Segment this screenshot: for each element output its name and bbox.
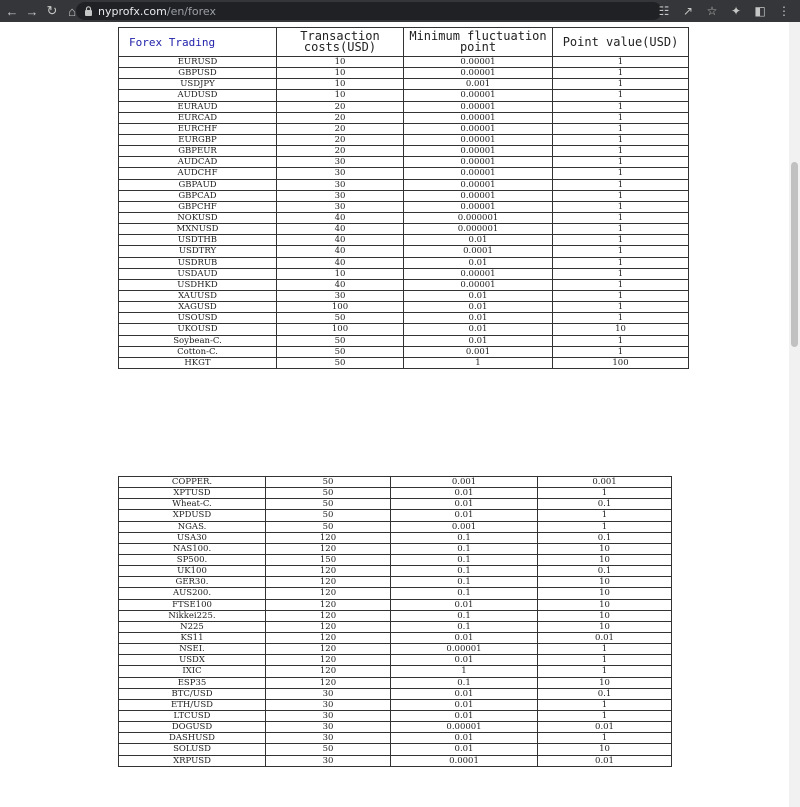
point-value-cell: 1 (553, 201, 689, 212)
min-fluctuation-cell: 0.00001 (404, 179, 553, 190)
symbol-cell: USOUSD (119, 313, 277, 324)
table-row (119, 201, 689, 212)
transaction-cost-cell: 100 (277, 302, 404, 313)
transaction-cost-cell: 40 (277, 257, 404, 268)
point-value-cell: 10 (538, 577, 672, 588)
min-fluctuation-cell: 0.01 (391, 733, 538, 744)
table-row (119, 335, 689, 346)
table-row (119, 112, 689, 123)
symbol-cell: GBPAUD (119, 179, 277, 190)
transaction-cost-cell: 50 (266, 477, 391, 488)
transaction-cost-cell: 30 (277, 201, 404, 212)
min-fluctuation-cell: 0.00001 (404, 279, 553, 290)
transaction-cost-cell: 50 (266, 510, 391, 521)
point-value-cell: 1 (538, 644, 672, 655)
symbol-cell: EURGBP (119, 134, 277, 145)
symbol-cell: GER30. (119, 577, 266, 588)
lock-icon[interactable] (82, 5, 94, 17)
transaction-cost-cell: 20 (277, 112, 404, 123)
table-row (119, 621, 672, 632)
scrollbar-thumb[interactable] (791, 162, 798, 347)
min-fluctuation-cell: 0.00001 (404, 123, 553, 134)
symbol-cell: DOGUSD (119, 722, 266, 733)
transaction-cost-cell: 30 (266, 699, 391, 710)
min-fluctuation-cell: 0.000001 (404, 212, 553, 223)
browser-toolbar (0, 0, 800, 22)
url-text: nyprofx.com/en/forex (98, 4, 216, 18)
symbol-cell: SP500. (119, 554, 266, 565)
transaction-cost-cell: 120 (266, 532, 391, 543)
point-value-cell: 1 (553, 257, 689, 268)
table-row (119, 521, 672, 532)
transaction-cost-cell: 50 (277, 313, 404, 324)
transaction-cost-cell: 120 (266, 632, 391, 643)
min-fluctuation-cell: 0.01 (404, 324, 553, 335)
symbol-cell: GBPCHF (119, 201, 277, 212)
table-row (119, 722, 672, 733)
transaction-cost-cell: 30 (266, 710, 391, 721)
symbol-cell: COPPER. (119, 477, 266, 488)
menu-icon[interactable]: ⋮ (778, 4, 790, 18)
transaction-cost-cell: 50 (266, 488, 391, 499)
symbol-cell: XRPUSD (119, 755, 266, 766)
min-fluctuation-cell: 0.01 (391, 710, 538, 721)
symbol-cell: XPDUSD (119, 510, 266, 521)
reload-icon[interactable]: ↻ (46, 3, 58, 18)
transaction-cost-cell: 30 (266, 755, 391, 766)
table-row (119, 710, 672, 721)
point-value-cell: 1 (553, 101, 689, 112)
address-bar[interactable] (76, 2, 662, 20)
symbol-cell: NOKUSD (119, 212, 277, 223)
symbol-cell: BTC/USD (119, 688, 266, 699)
min-fluctuation-cell: 0.01 (391, 699, 538, 710)
symbol-cell: UKOUSD (119, 324, 277, 335)
table-row (119, 57, 689, 68)
point-value-cell: 10 (538, 588, 672, 599)
symbol-cell: UK100 (119, 566, 266, 577)
transaction-cost-cell: 120 (266, 577, 391, 588)
table-row (119, 588, 672, 599)
min-fluctuation-cell: 0.001 (391, 521, 538, 532)
transaction-cost-cell: 120 (266, 655, 391, 666)
point-value-cell: 1 (553, 68, 689, 79)
symbol-cell: FTSE100 (119, 599, 266, 610)
transaction-cost-cell: 20 (277, 123, 404, 134)
point-value-cell: 1 (553, 123, 689, 134)
point-value-cell: 10 (538, 543, 672, 554)
min-fluctuation-cell: 0.01 (391, 655, 538, 666)
min-fluctuation-cell: 0.01 (391, 599, 538, 610)
min-fluctuation-cell: 0.001 (404, 346, 553, 357)
transaction-cost-cell: 30 (277, 179, 404, 190)
point-value-cell: 1 (553, 313, 689, 324)
symbol-cell: AUS200. (119, 588, 266, 599)
table-row (119, 101, 689, 112)
min-fluctuation-cell: 0.00001 (404, 101, 553, 112)
symbol-cell: HKGT (119, 357, 277, 368)
home-icon[interactable]: ⌂ (68, 3, 76, 19)
table-row (119, 90, 689, 101)
min-fluctuation-cell: 0.0001 (391, 755, 538, 766)
min-fluctuation-cell: 0.01 (404, 235, 553, 246)
point-value-cell: 1 (553, 57, 689, 68)
transaction-cost-cell: 20 (277, 134, 404, 145)
min-fluctuation-cell: 0.01 (391, 510, 538, 521)
point-value-cell: 1 (553, 235, 689, 246)
transaction-cost-cell: 30 (266, 733, 391, 744)
point-value-cell: 1 (553, 157, 689, 168)
symbol-cell: NAS100. (119, 543, 266, 554)
min-fluctuation-cell: 0.000001 (404, 224, 553, 235)
table-row (119, 268, 689, 279)
table-row (119, 157, 689, 168)
transaction-cost-cell: 40 (277, 246, 404, 257)
min-fluctuation-cell: 0.00001 (404, 168, 553, 179)
symbol-cell: AUDUSD (119, 90, 277, 101)
transaction-cost-cell: 120 (266, 666, 391, 677)
symbol-cell: AUDCHF (119, 168, 277, 179)
symbol-cell: GBPUSD (119, 68, 277, 79)
point-value-cell: 0.01 (538, 722, 672, 733)
min-fluctuation-cell: 0.1 (391, 566, 538, 577)
transaction-cost-cell: 50 (266, 499, 391, 510)
header-min-fluctuation: Minimum fluctuation point (404, 28, 553, 57)
table-row (119, 733, 672, 744)
symbol-cell: NGAS. (119, 521, 266, 532)
point-value-cell: 0.1 (538, 532, 672, 543)
table-row (119, 655, 672, 666)
back-icon[interactable]: ← (5, 3, 19, 19)
transaction-cost-cell: 30 (277, 168, 404, 179)
min-fluctuation-cell: 0.1 (391, 554, 538, 565)
min-fluctuation-cell: 0.00001 (404, 90, 553, 101)
table-row (119, 235, 689, 246)
header-transaction-costs: Transaction costs(USD) (277, 28, 404, 57)
point-value-cell: 1 (553, 212, 689, 223)
point-value-cell: 1 (538, 521, 672, 532)
transaction-cost-cell: 120 (266, 610, 391, 621)
table-row (119, 688, 672, 699)
point-value-cell: 10 (538, 599, 672, 610)
symbol-cell: GBPEUR (119, 146, 277, 157)
forward-icon[interactable]: → (25, 3, 39, 19)
table-row (119, 666, 672, 677)
point-value-cell: 0.001 (538, 477, 672, 488)
transaction-cost-cell: 10 (277, 268, 404, 279)
transaction-cost-cell: 50 (277, 357, 404, 368)
transaction-cost-cell: 10 (277, 90, 404, 101)
symbol-cell: USDAUD (119, 268, 277, 279)
symbol-cell: Cotton-C. (119, 346, 277, 357)
point-value-cell: 0.01 (538, 755, 672, 766)
symbol-cell: Nikkei225. (119, 610, 266, 621)
min-fluctuation-cell: 0.01 (391, 632, 538, 643)
transaction-cost-cell: 150 (266, 554, 391, 565)
point-value-cell: 1 (538, 655, 672, 666)
transaction-cost-cell: 40 (277, 212, 404, 223)
min-fluctuation-cell: 1 (391, 666, 538, 677)
point-value-cell: 1 (553, 268, 689, 279)
table-row (119, 577, 672, 588)
symbol-cell: XAGUSD (119, 302, 277, 313)
forex-table-2 (118, 476, 672, 767)
symbol-cell: USDRUB (119, 257, 277, 268)
symbol-cell: USA30 (119, 532, 266, 543)
min-fluctuation-cell: 0.001 (404, 79, 553, 90)
symbol-cell: AUDCAD (119, 157, 277, 168)
transaction-cost-cell: 120 (266, 644, 391, 655)
symbol-cell: EURCAD (119, 112, 277, 123)
symbol-cell: USDX (119, 655, 266, 666)
symbol-cell: MXNUSD (119, 224, 277, 235)
point-value-cell: 10 (538, 677, 672, 688)
point-value-cell: 1 (538, 710, 672, 721)
transaction-cost-cell: 120 (266, 588, 391, 599)
transaction-cost-cell: 40 (277, 224, 404, 235)
point-value-cell: 0.1 (538, 688, 672, 699)
min-fluctuation-cell: 0.00001 (404, 146, 553, 157)
table-row (119, 123, 689, 134)
transaction-cost-cell: 10 (277, 57, 404, 68)
transaction-cost-cell: 40 (277, 235, 404, 246)
min-fluctuation-cell: 0.1 (391, 588, 538, 599)
table-row (119, 566, 672, 577)
point-value-cell: 10 (553, 324, 689, 335)
transaction-cost-cell: 20 (277, 146, 404, 157)
min-fluctuation-cell: 0.1 (391, 610, 538, 621)
min-fluctuation-cell: 0.001 (391, 477, 538, 488)
min-fluctuation-cell: 0.01 (391, 488, 538, 499)
transaction-cost-cell: 30 (277, 157, 404, 168)
table-title: Forex Trading (119, 28, 277, 57)
table-row (119, 224, 689, 235)
transaction-cost-cell: 10 (277, 68, 404, 79)
point-value-cell: 1 (553, 246, 689, 257)
symbol-cell: KS11 (119, 632, 266, 643)
min-fluctuation-cell: 0.01 (391, 744, 538, 755)
table-row (119, 134, 689, 145)
min-fluctuation-cell: 0.01 (404, 335, 553, 346)
point-value-cell: 1 (553, 146, 689, 157)
transaction-cost-cell: 30 (266, 722, 391, 733)
min-fluctuation-cell: 0.00001 (404, 57, 553, 68)
bookmark-star-icon[interactable]: ☆ (706, 4, 718, 18)
transaction-cost-cell: 50 (266, 521, 391, 532)
min-fluctuation-cell: 0.00001 (404, 201, 553, 212)
symbol-cell: IXIC (119, 666, 266, 677)
translate-icon[interactable]: ☷ (658, 4, 670, 18)
symbol-cell: USDJPY (119, 79, 277, 90)
min-fluctuation-cell: 0.1 (391, 621, 538, 632)
table-row (119, 644, 672, 655)
point-value-cell: 1 (538, 666, 672, 677)
table-row (119, 168, 689, 179)
transaction-cost-cell: 100 (277, 324, 404, 335)
point-value-cell: 100 (553, 357, 689, 368)
forex-table-1 (118, 27, 689, 369)
point-value-cell: 10 (538, 621, 672, 632)
transaction-cost-cell: 120 (266, 621, 391, 632)
min-fluctuation-cell: 0.01 (404, 257, 553, 268)
transaction-cost-cell: 120 (266, 566, 391, 577)
point-value-cell: 1 (553, 335, 689, 346)
table-row (119, 279, 689, 290)
symbol-cell: XAUUSD (119, 290, 277, 301)
point-value-cell: 1 (553, 290, 689, 301)
point-value-cell: 1 (553, 134, 689, 145)
symbol-cell: USDTRY (119, 246, 277, 257)
point-value-cell: 1 (553, 302, 689, 313)
table-row (119, 599, 672, 610)
table-row (119, 313, 689, 324)
point-value-cell: 1 (553, 168, 689, 179)
transaction-cost-cell: 120 (266, 543, 391, 554)
min-fluctuation-cell: 0.01 (404, 302, 553, 313)
table-row (119, 744, 672, 755)
table-row (119, 755, 672, 766)
transaction-cost-cell: 30 (277, 190, 404, 201)
min-fluctuation-cell: 0.1 (391, 577, 538, 588)
symbol-cell: ESP35 (119, 677, 266, 688)
min-fluctuation-cell: 0.00001 (391, 644, 538, 655)
symbol-cell: USDHKD (119, 279, 277, 290)
point-value-cell: 0.01 (538, 632, 672, 643)
table-row (119, 257, 689, 268)
min-fluctuation-cell: 0.0001 (404, 246, 553, 257)
header-point-value: Point value(USD) (553, 28, 689, 57)
min-fluctuation-cell: 0.00001 (404, 268, 553, 279)
symbol-cell: DASHUSD (119, 733, 266, 744)
min-fluctuation-cell: 0.00001 (404, 157, 553, 168)
table-row (119, 488, 672, 499)
table-row (119, 346, 689, 357)
table-row (119, 68, 689, 79)
transaction-cost-cell: 10 (277, 79, 404, 90)
table-row (119, 146, 689, 157)
table-row (119, 290, 689, 301)
point-value-cell: 1 (553, 79, 689, 90)
min-fluctuation-cell: 0.00001 (404, 134, 553, 145)
point-value-cell: 1 (553, 279, 689, 290)
symbol-cell: ETH/USD (119, 699, 266, 710)
table-row (119, 532, 672, 543)
extensions-icon[interactable]: ✦ (730, 4, 742, 18)
symbol-cell: EURUSD (119, 57, 277, 68)
point-value-cell: 10 (538, 554, 672, 565)
symbol-cell: LTCUSD (119, 710, 266, 721)
table-row (119, 79, 689, 90)
point-value-cell: 0.1 (538, 566, 672, 577)
symbol-cell: EURCHF (119, 123, 277, 134)
transaction-cost-cell: 50 (266, 744, 391, 755)
point-value-cell: 1 (553, 224, 689, 235)
symbol-cell: XPTUSD (119, 488, 266, 499)
point-value-cell: 1 (553, 179, 689, 190)
table-row (119, 357, 689, 368)
symbol-cell: NSEI. (119, 644, 266, 655)
side-panel-icon[interactable]: ◧ (754, 4, 766, 18)
point-value-cell: 10 (538, 744, 672, 755)
table-row (119, 477, 672, 488)
symbol-cell: GBPCAD (119, 190, 277, 201)
table-row (119, 190, 689, 201)
symbol-cell: USDTHB (119, 235, 277, 246)
transaction-cost-cell: 120 (266, 677, 391, 688)
table-row (119, 543, 672, 554)
table-row (119, 554, 672, 565)
min-fluctuation-cell: 0.01 (404, 313, 553, 324)
table-row (119, 324, 689, 335)
min-fluctuation-cell: 1 (404, 357, 553, 368)
min-fluctuation-cell: 0.00001 (391, 722, 538, 733)
transaction-cost-cell: 40 (277, 279, 404, 290)
point-value-cell: 10 (538, 610, 672, 621)
min-fluctuation-cell: 0.1 (391, 677, 538, 688)
min-fluctuation-cell: 0.1 (391, 543, 538, 554)
point-value-cell: 1 (553, 112, 689, 123)
point-value-cell: 1 (553, 190, 689, 201)
symbol-cell: Wheat-C. (119, 499, 266, 510)
table-row (119, 610, 672, 621)
table-row (119, 499, 672, 510)
min-fluctuation-cell: 0.01 (391, 499, 538, 510)
transaction-cost-cell: 20 (277, 101, 404, 112)
point-value-cell: 1 (538, 510, 672, 521)
transaction-cost-cell: 50 (277, 346, 404, 357)
symbol-cell: EURAUD (119, 101, 277, 112)
min-fluctuation-cell: 0.01 (391, 688, 538, 699)
min-fluctuation-cell: 0.01 (404, 290, 553, 301)
table-row (119, 212, 689, 223)
symbol-cell: SOLUSD (119, 744, 266, 755)
point-value-cell: 0.1 (538, 499, 672, 510)
point-value-cell: 1 (553, 90, 689, 101)
transaction-cost-cell: 30 (266, 688, 391, 699)
min-fluctuation-cell: 0.00001 (404, 190, 553, 201)
table-row (119, 302, 689, 313)
point-value-cell: 1 (538, 488, 672, 499)
share-icon[interactable]: ↗ (682, 4, 694, 18)
symbol-cell: N225 (119, 621, 266, 632)
table-row (119, 632, 672, 643)
table-row (119, 179, 689, 190)
page-scrollbar[interactable] (789, 22, 800, 807)
transaction-cost-cell: 50 (277, 335, 404, 346)
table-row (119, 677, 672, 688)
point-value-cell: 1 (538, 733, 672, 744)
min-fluctuation-cell: 0.1 (391, 532, 538, 543)
table-row (119, 699, 672, 710)
transaction-cost-cell: 30 (277, 290, 404, 301)
transaction-cost-cell: 120 (266, 599, 391, 610)
min-fluctuation-cell: 0.00001 (404, 112, 553, 123)
point-value-cell: 1 (538, 699, 672, 710)
symbol-cell: Soybean-C. (119, 335, 277, 346)
min-fluctuation-cell: 0.00001 (404, 68, 553, 79)
table-row (119, 246, 689, 257)
table-row (119, 510, 672, 521)
point-value-cell: 1 (553, 346, 689, 357)
